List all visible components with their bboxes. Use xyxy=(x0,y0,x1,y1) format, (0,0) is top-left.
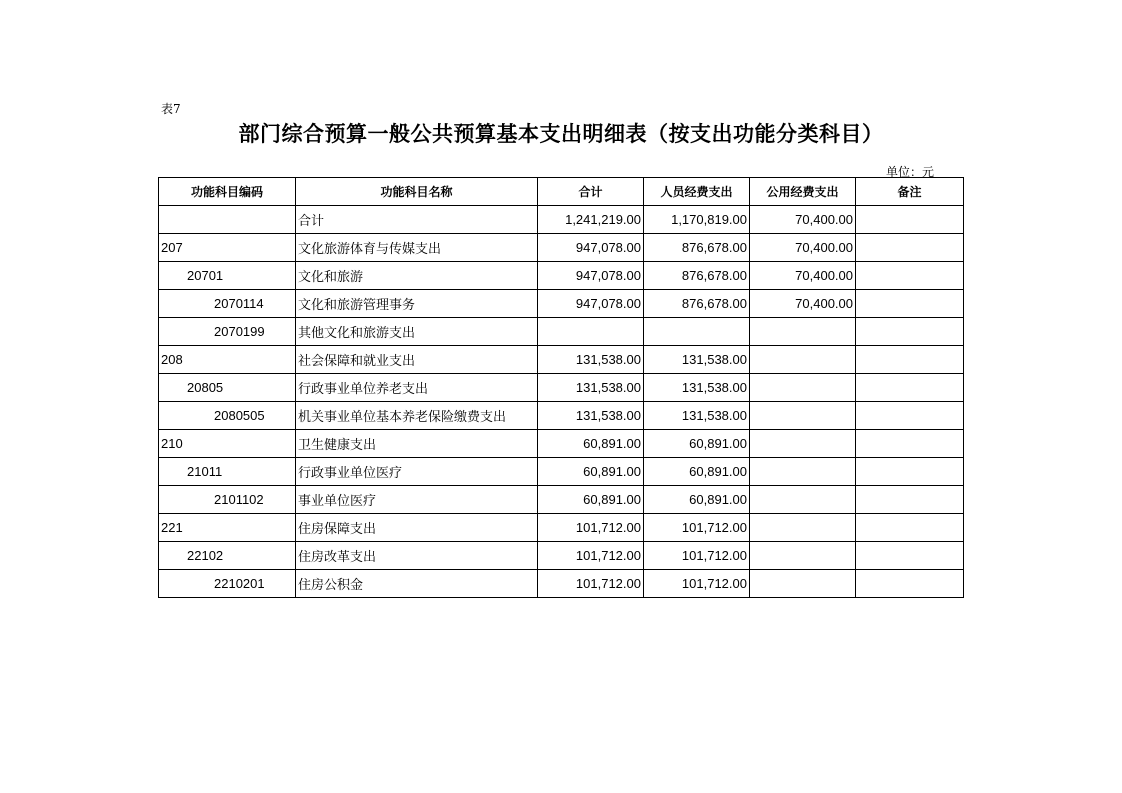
code-cell: 2210201 xyxy=(159,570,296,598)
table-row xyxy=(159,402,964,430)
total-cell: 60,891.00 xyxy=(538,458,644,486)
name-cell: 文化和旅游管理事务 xyxy=(296,290,538,318)
table-row xyxy=(159,430,964,458)
code-cell: 2080505 xyxy=(159,402,296,430)
total-cell: 947,078.00 xyxy=(538,290,644,318)
personnel-cell: 876,678.00 xyxy=(644,234,750,262)
public-cell xyxy=(750,570,856,598)
public-cell xyxy=(750,374,856,402)
name-cell: 合计 xyxy=(296,206,538,234)
remark-cell xyxy=(856,514,964,542)
total-cell: 131,538.00 xyxy=(538,374,644,402)
public-cell: 70,400.00 xyxy=(750,206,856,234)
column-header-code: 功能科目编码 xyxy=(159,178,296,206)
column-header-public: 公用经费支出 xyxy=(750,178,856,206)
name-cell: 社会保障和就业支出 xyxy=(296,346,538,374)
name-cell: 卫生健康支出 xyxy=(296,430,538,458)
code-cell: 221 xyxy=(159,514,296,542)
personnel-cell: 876,678.00 xyxy=(644,290,750,318)
remark-cell xyxy=(856,290,964,318)
table-row xyxy=(159,290,964,318)
code-cell: 2101102 xyxy=(159,486,296,514)
column-header-total: 合计 xyxy=(538,178,644,206)
name-cell: 事业单位医疗 xyxy=(296,486,538,514)
public-cell: 70,400.00 xyxy=(750,262,856,290)
name-cell: 住房保障支出 xyxy=(296,514,538,542)
public-cell xyxy=(750,514,856,542)
total-cell: 947,078.00 xyxy=(538,262,644,290)
table-label: 表7 xyxy=(161,102,181,116)
personnel-cell: 131,538.00 xyxy=(644,402,750,430)
table-row xyxy=(159,514,964,542)
personnel-cell: 60,891.00 xyxy=(644,486,750,514)
name-cell: 行政事业单位养老支出 xyxy=(296,374,538,402)
code-cell: 20805 xyxy=(159,374,296,402)
total-cell: 101,712.00 xyxy=(538,514,644,542)
personnel-cell: 101,712.00 xyxy=(644,570,750,598)
remark-cell xyxy=(856,262,964,290)
personnel-cell: 60,891.00 xyxy=(644,430,750,458)
table-row xyxy=(159,318,964,346)
table-row xyxy=(159,458,964,486)
public-cell xyxy=(750,486,856,514)
public-cell: 70,400.00 xyxy=(750,234,856,262)
name-cell: 文化和旅游 xyxy=(296,262,538,290)
code-cell: 20701 xyxy=(159,262,296,290)
name-cell: 住房改革支出 xyxy=(296,542,538,570)
column-header-name: 功能科目名称 xyxy=(296,178,538,206)
personnel-cell xyxy=(644,318,750,346)
table-row xyxy=(159,234,964,262)
total-cell: 101,712.00 xyxy=(538,542,644,570)
remark-cell xyxy=(856,206,964,234)
code-cell xyxy=(159,206,296,234)
code-cell: 207 xyxy=(159,234,296,262)
code-cell: 208 xyxy=(159,346,296,374)
remark-cell xyxy=(856,486,964,514)
personnel-cell: 101,712.00 xyxy=(644,514,750,542)
public-cell: 70,400.00 xyxy=(750,290,856,318)
total-cell: 60,891.00 xyxy=(538,486,644,514)
table-row xyxy=(159,542,964,570)
personnel-cell: 1,170,819.00 xyxy=(644,206,750,234)
total-cell: 131,538.00 xyxy=(538,402,644,430)
remark-cell xyxy=(856,430,964,458)
personnel-cell: 131,538.00 xyxy=(644,374,750,402)
personnel-cell: 60,891.00 xyxy=(644,458,750,486)
remark-cell xyxy=(856,402,964,430)
table-row xyxy=(159,262,964,290)
column-header-personnel: 人员经费支出 xyxy=(644,178,750,206)
total-cell: 60,891.00 xyxy=(538,430,644,458)
total-cell xyxy=(538,318,644,346)
name-cell: 其他文化和旅游支出 xyxy=(296,318,538,346)
unit-label: 单位：元 xyxy=(885,165,934,179)
column-header-remark: 备注 xyxy=(856,178,964,206)
public-cell xyxy=(750,430,856,458)
name-cell: 文化旅游体育与传媒支出 xyxy=(296,234,538,262)
remark-cell xyxy=(856,346,964,374)
public-cell xyxy=(750,542,856,570)
remark-cell xyxy=(856,374,964,402)
public-cell xyxy=(750,346,856,374)
code-cell: 2070114 xyxy=(159,290,296,318)
personnel-cell: 101,712.00 xyxy=(644,542,750,570)
code-cell: 210 xyxy=(159,430,296,458)
public-cell xyxy=(750,402,856,430)
table-row xyxy=(159,346,964,374)
budget-table xyxy=(158,177,964,598)
table-row xyxy=(159,570,964,598)
table-row xyxy=(159,486,964,514)
remark-cell xyxy=(856,318,964,346)
code-cell: 21011 xyxy=(159,458,296,486)
remark-cell xyxy=(856,234,964,262)
public-cell xyxy=(750,458,856,486)
total-cell: 947,078.00 xyxy=(538,234,644,262)
code-cell: 2070199 xyxy=(159,318,296,346)
table-header-row xyxy=(159,178,964,206)
code-cell: 22102 xyxy=(159,542,296,570)
name-cell: 行政事业单位医疗 xyxy=(296,458,538,486)
remark-cell xyxy=(856,458,964,486)
total-cell: 131,538.00 xyxy=(538,346,644,374)
remark-cell xyxy=(856,570,964,598)
name-cell: 机关事业单位基本养老保险缴费支出 xyxy=(296,402,538,430)
table-row xyxy=(159,206,964,234)
name-cell: 住房公积金 xyxy=(296,570,538,598)
table-row xyxy=(159,374,964,402)
personnel-cell: 876,678.00 xyxy=(644,262,750,290)
total-cell: 1,241,219.00 xyxy=(538,206,644,234)
remark-cell xyxy=(856,542,964,570)
total-cell: 101,712.00 xyxy=(538,570,644,598)
page-title: 部门综合预算一般公共预算基本支出明细表（按支出功能分类科目） xyxy=(238,121,884,146)
public-cell xyxy=(750,318,856,346)
personnel-cell: 131,538.00 xyxy=(644,346,750,374)
